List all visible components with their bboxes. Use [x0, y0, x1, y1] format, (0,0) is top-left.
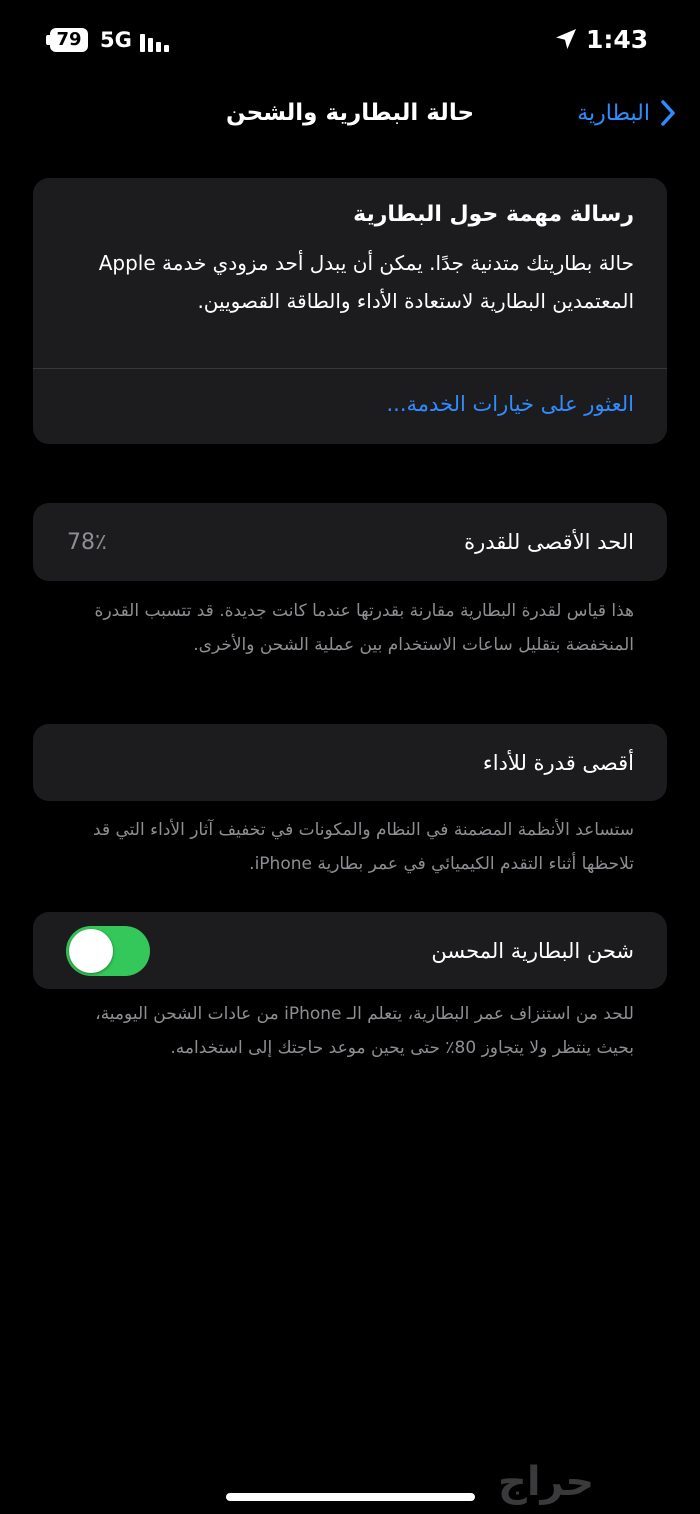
- max-capacity-row: [33, 503, 667, 581]
- message-heading: رسالة مهمة حول البطارية: [353, 202, 634, 227]
- status-bar: [0, 0, 700, 80]
- peak-performance-label: أقصى قدرة للأداء: [482, 750, 634, 775]
- peak-performance-row: [33, 724, 667, 801]
- max-capacity-label: الحد الأقصى للقدرة: [464, 530, 634, 554]
- battery-icon: [46, 28, 90, 52]
- back-button[interactable]: [577, 93, 676, 133]
- home-indicator[interactable]: [226, 1493, 475, 1501]
- back-button-label: البطارية: [577, 100, 650, 126]
- battery-level: 79: [56, 29, 82, 50]
- optimized-charging-label: شحن البطارية المحسن: [431, 938, 634, 963]
- max-capacity-value: 78٪: [67, 529, 107, 555]
- signal-icon: [140, 30, 174, 52]
- important-message-card: [33, 178, 667, 444]
- network-type: 5G: [100, 28, 132, 52]
- toggle-knob: [69, 929, 113, 973]
- location-arrow-icon: [554, 27, 578, 51]
- page-title: حالة البطارية والشحن: [225, 100, 475, 126]
- max-capacity-footer: هذا قياس لقدرة البطارية مقارنة بقدرتها عندما كانت جديدة. قد تتسبب القدرة المنخفضة بتقليل ساعات الاستخدام بين عملية الشحن والأخرى.: [94, 601, 634, 655]
- optimized-charging-toggle[interactable]: [66, 926, 150, 976]
- clock: 1:43: [586, 25, 649, 54]
- peak-performance-footer: ستساعد الأنظمة المضمنة في النظام والمكونات في تخفيف آثار الأداء التي قد تلاحظها أثناء التقدم الكيميائي في عمر بطارية iPhone.: [93, 820, 634, 874]
- chevron-right-icon: [660, 99, 676, 127]
- divider: [33, 368, 667, 369]
- optimized-charging-footer: للحد من استنزاف عمر البطارية، يتعلم الـ iPhone من عادات الشحن اليومية، بحيث ينتظر ولا يتجاوز 80٪ حتى يحين موعد حاجتك إلى استخدامه.: [95, 1004, 634, 1058]
- find-service-options-link[interactable]: العثور على خيارات الخدمة...: [386, 392, 634, 416]
- watermark-logo: حراج: [498, 1459, 595, 1505]
- message-body: حالة بطاريتك متدنية جدًا. يمكن أن يبدل أحد مزودي خدمة Apple المعتمدين البطارية لاستعادة الأداء والطاقة القصويين.: [98, 251, 634, 313]
